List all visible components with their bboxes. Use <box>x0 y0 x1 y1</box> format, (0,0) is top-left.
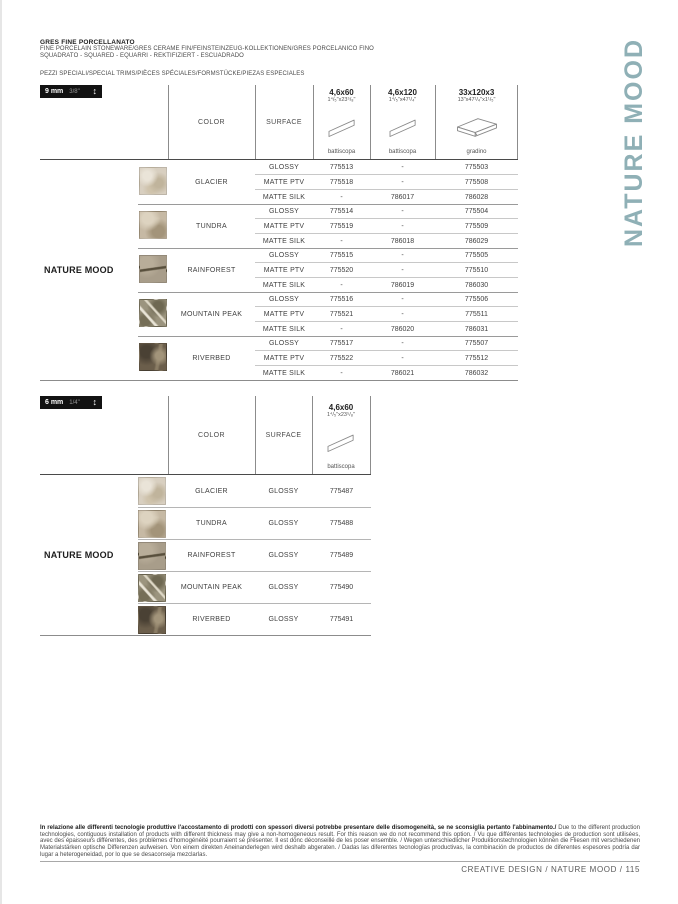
table-row <box>255 277 518 292</box>
thickness-mm: 9 mm <box>45 88 64 95</box>
code-cell: 775511 <box>465 310 488 318</box>
page-title: GRES FINE PORCELLANATO <box>40 39 135 46</box>
size-cm: 4,6x120 <box>388 88 417 97</box>
size-inch: 1⁴/₅"x23⁵/₈" <box>327 97 356 103</box>
code-cell: - <box>401 310 404 318</box>
color-group-rainforest <box>40 248 518 292</box>
surface-cell: MATTE SILK <box>262 193 306 201</box>
code-cell: 775507 <box>464 339 489 347</box>
code-cell: 775487 <box>329 487 354 495</box>
code-cell: 786019 <box>390 281 415 289</box>
code-cell: - <box>401 251 404 259</box>
code-cell: - <box>401 178 404 186</box>
footer-rule <box>40 861 640 862</box>
table-9mm-header <box>40 85 518 160</box>
surface-cell: GLOSSY <box>268 616 299 623</box>
color-group-mountain-peak <box>40 292 518 336</box>
size-inch: 1⁴/₅"x23⁵/₈" <box>326 412 356 418</box>
column-header-surface: SURFACE <box>265 431 302 439</box>
color-name: RIVERBED <box>192 616 231 623</box>
table-row <box>255 204 518 218</box>
table-9mm <box>40 85 518 381</box>
surface-cell: MATTE SILK <box>262 237 306 245</box>
surface-cell: GLOSSY <box>269 295 299 303</box>
table-row <box>138 507 371 539</box>
code-cell: 775509 <box>464 222 489 230</box>
color-name: TUNDRA <box>196 222 227 230</box>
size-type: battiscopa <box>388 149 417 155</box>
disclaimer-italian: In relazione alle differenti tecnologie produttive l'accostamento di prodotti con spessori diversi potrebbe presentare delle disomogeneità, se ne sconsiglia pertanto l'abbinamento./ <box>40 825 557 831</box>
size-header-33x120x3 <box>435 85 518 159</box>
size-inch: 13"x47¹/₄"x1¹/₅" <box>457 97 496 103</box>
surface-cell: GLOSSY <box>269 207 299 215</box>
page-footer-line: CREATIVE DESIGN / NATURE MOOD / 115 <box>461 865 640 874</box>
surface-cell: GLOSSY <box>269 339 299 347</box>
code-cell: 775505 <box>464 251 489 259</box>
color-name: RIVERBED <box>192 354 231 362</box>
table-row <box>255 321 518 336</box>
surface-cell: MATTE PTV <box>263 178 305 186</box>
color-group-glacier <box>40 160 518 204</box>
disclaimer-translations: Due to the different production technologies, contiguous installation of products with different thickness may give a non-homogeneous result. For this reason we do not recommend this option. / Vu que différentes technologies de production sont utilisées, avec des épaisseurs différentes, des problèmes d'homogénéité pourraient se présenter. Il est donc déconseillé de les poser ensemble. / Wegen unterschiedlicher Produktionstechnologien können die Fliesen mit verschiedenen Materialstärken optische Differenzen aufweisen. Von einem direkten Aneinanderlegen wird deshalb abgeraten. / Dadas las diferentes tecnologías productivas, la combinación de productos de diferentes espesores podría dar lugar a heterogeneidad, por lo que se desaconseja mezclarlas. <box>40 825 640 858</box>
code-cell: 775520 <box>329 266 354 274</box>
color-name: MOUNTAIN PEAK <box>180 584 243 591</box>
collection-side-label <box>616 38 652 308</box>
column-header-color: COLOR <box>198 431 225 439</box>
battiscopa-icon <box>384 104 422 149</box>
code-cell: - <box>340 237 343 245</box>
code-cell: 786017 <box>390 193 415 201</box>
code-cell: - <box>340 369 343 377</box>
color-name: TUNDRA <box>196 520 227 527</box>
size-inch: 1⁴/₅"x47¹/₄" <box>388 97 417 103</box>
thickness-badge-6mm <box>40 396 102 409</box>
color-name: MOUNTAIN PEAK <box>180 310 243 318</box>
surface-cell: MATTE SILK <box>262 325 306 333</box>
surface-cell: GLOSSY <box>268 520 299 527</box>
table-row <box>255 262 518 277</box>
surface-cell: MATTE PTV <box>263 266 305 274</box>
size-header-46x60 <box>313 85 370 159</box>
color-swatch <box>139 299 167 327</box>
series-label: NATURE MOOD <box>44 265 114 275</box>
collection-name: NATURE MOOD <box>619 38 648 248</box>
size-cm: 4,6x60 <box>328 403 354 412</box>
code-cell: 775488 <box>329 520 354 527</box>
special-trims-line: PEZZI SPECIALI/SPECIAL TRIMS/PIÈCES SPÉCIALES/FORMSTÜCKE/PIEZAS ESPECIALES <box>40 71 305 77</box>
surface-cell: MATTE PTV <box>263 310 305 318</box>
gradino-icon <box>453 104 501 149</box>
table-row <box>138 603 371 635</box>
table-row <box>138 571 371 603</box>
code-cell: 775504 <box>464 207 489 215</box>
disclaimer-text <box>40 825 640 859</box>
code-cell: 775519 <box>329 222 354 230</box>
color-swatch <box>138 510 166 538</box>
surface-cell: MATTE SILK <box>262 369 306 377</box>
thickness-arrow-icon: ↕ <box>92 86 97 96</box>
thickness-inch: 3/8" <box>69 88 80 95</box>
color-swatch <box>138 606 166 634</box>
size-type: battiscopa <box>327 464 355 470</box>
table-row <box>255 365 518 380</box>
size-type: gradino <box>466 149 487 155</box>
code-cell: 775518 <box>329 178 354 186</box>
code-cell: - <box>340 193 343 201</box>
table-row <box>138 539 371 571</box>
surface-cell: GLOSSY <box>269 251 299 259</box>
page-subtitle-1: FINE PORCELAIN STONEWARE/GRES CERAME FIN/FEINSTEINZEUG-KOLLEKTIONEN/GRES PORCELANICO FINO <box>40 46 374 52</box>
table-row <box>255 350 518 365</box>
color-name: RAINFOREST <box>187 266 236 274</box>
color-swatch <box>138 477 166 505</box>
thickness-mm: 6 mm <box>45 399 64 406</box>
code-cell: 775503 <box>464 163 489 171</box>
column-header-color: COLOR <box>198 118 225 126</box>
surface-cell: MATTE SILK <box>262 281 306 289</box>
code-cell: 786020 <box>390 325 415 333</box>
code-cell: - <box>401 295 404 303</box>
surface-cell: GLOSSY <box>268 552 299 559</box>
code-cell: - <box>401 354 404 362</box>
page-subtitle-2: SQUADRATO - SQUARED - EQUARRI - REKTIFIZIERT - ESCUADRADO <box>40 53 244 59</box>
table-9mm-body <box>40 160 518 381</box>
table-6mm-header <box>40 396 371 475</box>
column-header-surface: SURFACE <box>266 118 302 126</box>
surface-cell: GLOSSY <box>269 163 299 171</box>
color-swatch <box>139 167 167 195</box>
surface-cell: MATTE PTV <box>263 222 305 230</box>
page-left-edge <box>0 0 2 904</box>
table-row <box>255 292 518 306</box>
code-cell: - <box>340 325 343 333</box>
size-header-46x60 <box>312 396 370 474</box>
color-group-riverbed <box>40 336 518 380</box>
table-row <box>255 160 518 174</box>
code-cell: 786031 <box>464 325 489 333</box>
size-type: battiscopa <box>327 149 356 155</box>
code-cell: - <box>401 207 404 215</box>
table-row <box>255 189 518 204</box>
thickness-inch: 1/4" <box>69 399 80 406</box>
color-swatch <box>138 542 166 570</box>
code-cell: - <box>340 281 343 289</box>
code-cell: 775512 <box>464 354 489 362</box>
surface-cell: GLOSSY <box>268 584 299 591</box>
size-cm: 33x120x3 <box>458 88 495 97</box>
code-cell: 786021 <box>390 369 415 377</box>
code-cell: 775516 <box>329 295 354 303</box>
table-row <box>255 174 518 189</box>
code-cell: 775513 <box>329 163 354 171</box>
code-cell: 775517 <box>329 339 354 347</box>
table-row <box>255 248 518 262</box>
table-row <box>255 233 518 248</box>
color-name: GLACIER <box>195 178 228 186</box>
color-group-tundra <box>40 204 518 248</box>
code-cell: 786032 <box>464 369 489 377</box>
column-divider <box>370 396 371 474</box>
code-cell: 775510 <box>464 266 489 274</box>
code-cell: 775515 <box>329 251 354 259</box>
code-cell: 775508 <box>464 178 489 186</box>
code-cell: 775506 <box>464 295 489 303</box>
color-swatch <box>138 574 166 602</box>
thickness-arrow-icon: ↕ <box>92 397 97 407</box>
thickness-badge-9mm <box>40 85 102 98</box>
code-cell: 786029 <box>464 237 489 245</box>
code-cell: - <box>401 266 404 274</box>
color-name: RAINFOREST <box>187 552 236 559</box>
table-row <box>255 218 518 233</box>
battiscopa-icon <box>323 104 361 149</box>
code-cell: 786028 <box>464 193 489 201</box>
code-cell: 775522 <box>329 354 354 362</box>
code-cell: - <box>401 163 404 171</box>
color-swatch <box>139 211 167 239</box>
surface-cell: MATTE PTV <box>263 354 305 362</box>
table-row <box>255 306 518 321</box>
series-label: NATURE MOOD <box>44 550 114 560</box>
table-row <box>255 336 518 350</box>
code-cell: 775521 <box>329 310 354 318</box>
code-cell: 786030 <box>464 281 489 289</box>
code-cell: 775490 <box>329 584 354 591</box>
document-header <box>40 39 580 60</box>
table-6mm-body <box>40 475 371 636</box>
color-name: GLACIER <box>195 487 228 495</box>
table-6mm <box>40 396 371 636</box>
code-cell: 786018 <box>390 237 415 245</box>
code-cell: 775514 <box>329 207 354 215</box>
size-header-46x120 <box>370 85 435 159</box>
table-row <box>138 475 371 507</box>
color-swatch <box>139 343 167 371</box>
surface-cell: GLOSSY <box>268 487 299 495</box>
size-cm: 4,6x60 <box>329 88 354 97</box>
code-cell: - <box>401 222 404 230</box>
code-cell: 775491 <box>329 616 354 623</box>
color-swatch <box>139 255 167 283</box>
battiscopa-icon <box>322 419 360 464</box>
code-cell: 775489 <box>329 552 354 559</box>
code-cell: - <box>401 339 404 347</box>
